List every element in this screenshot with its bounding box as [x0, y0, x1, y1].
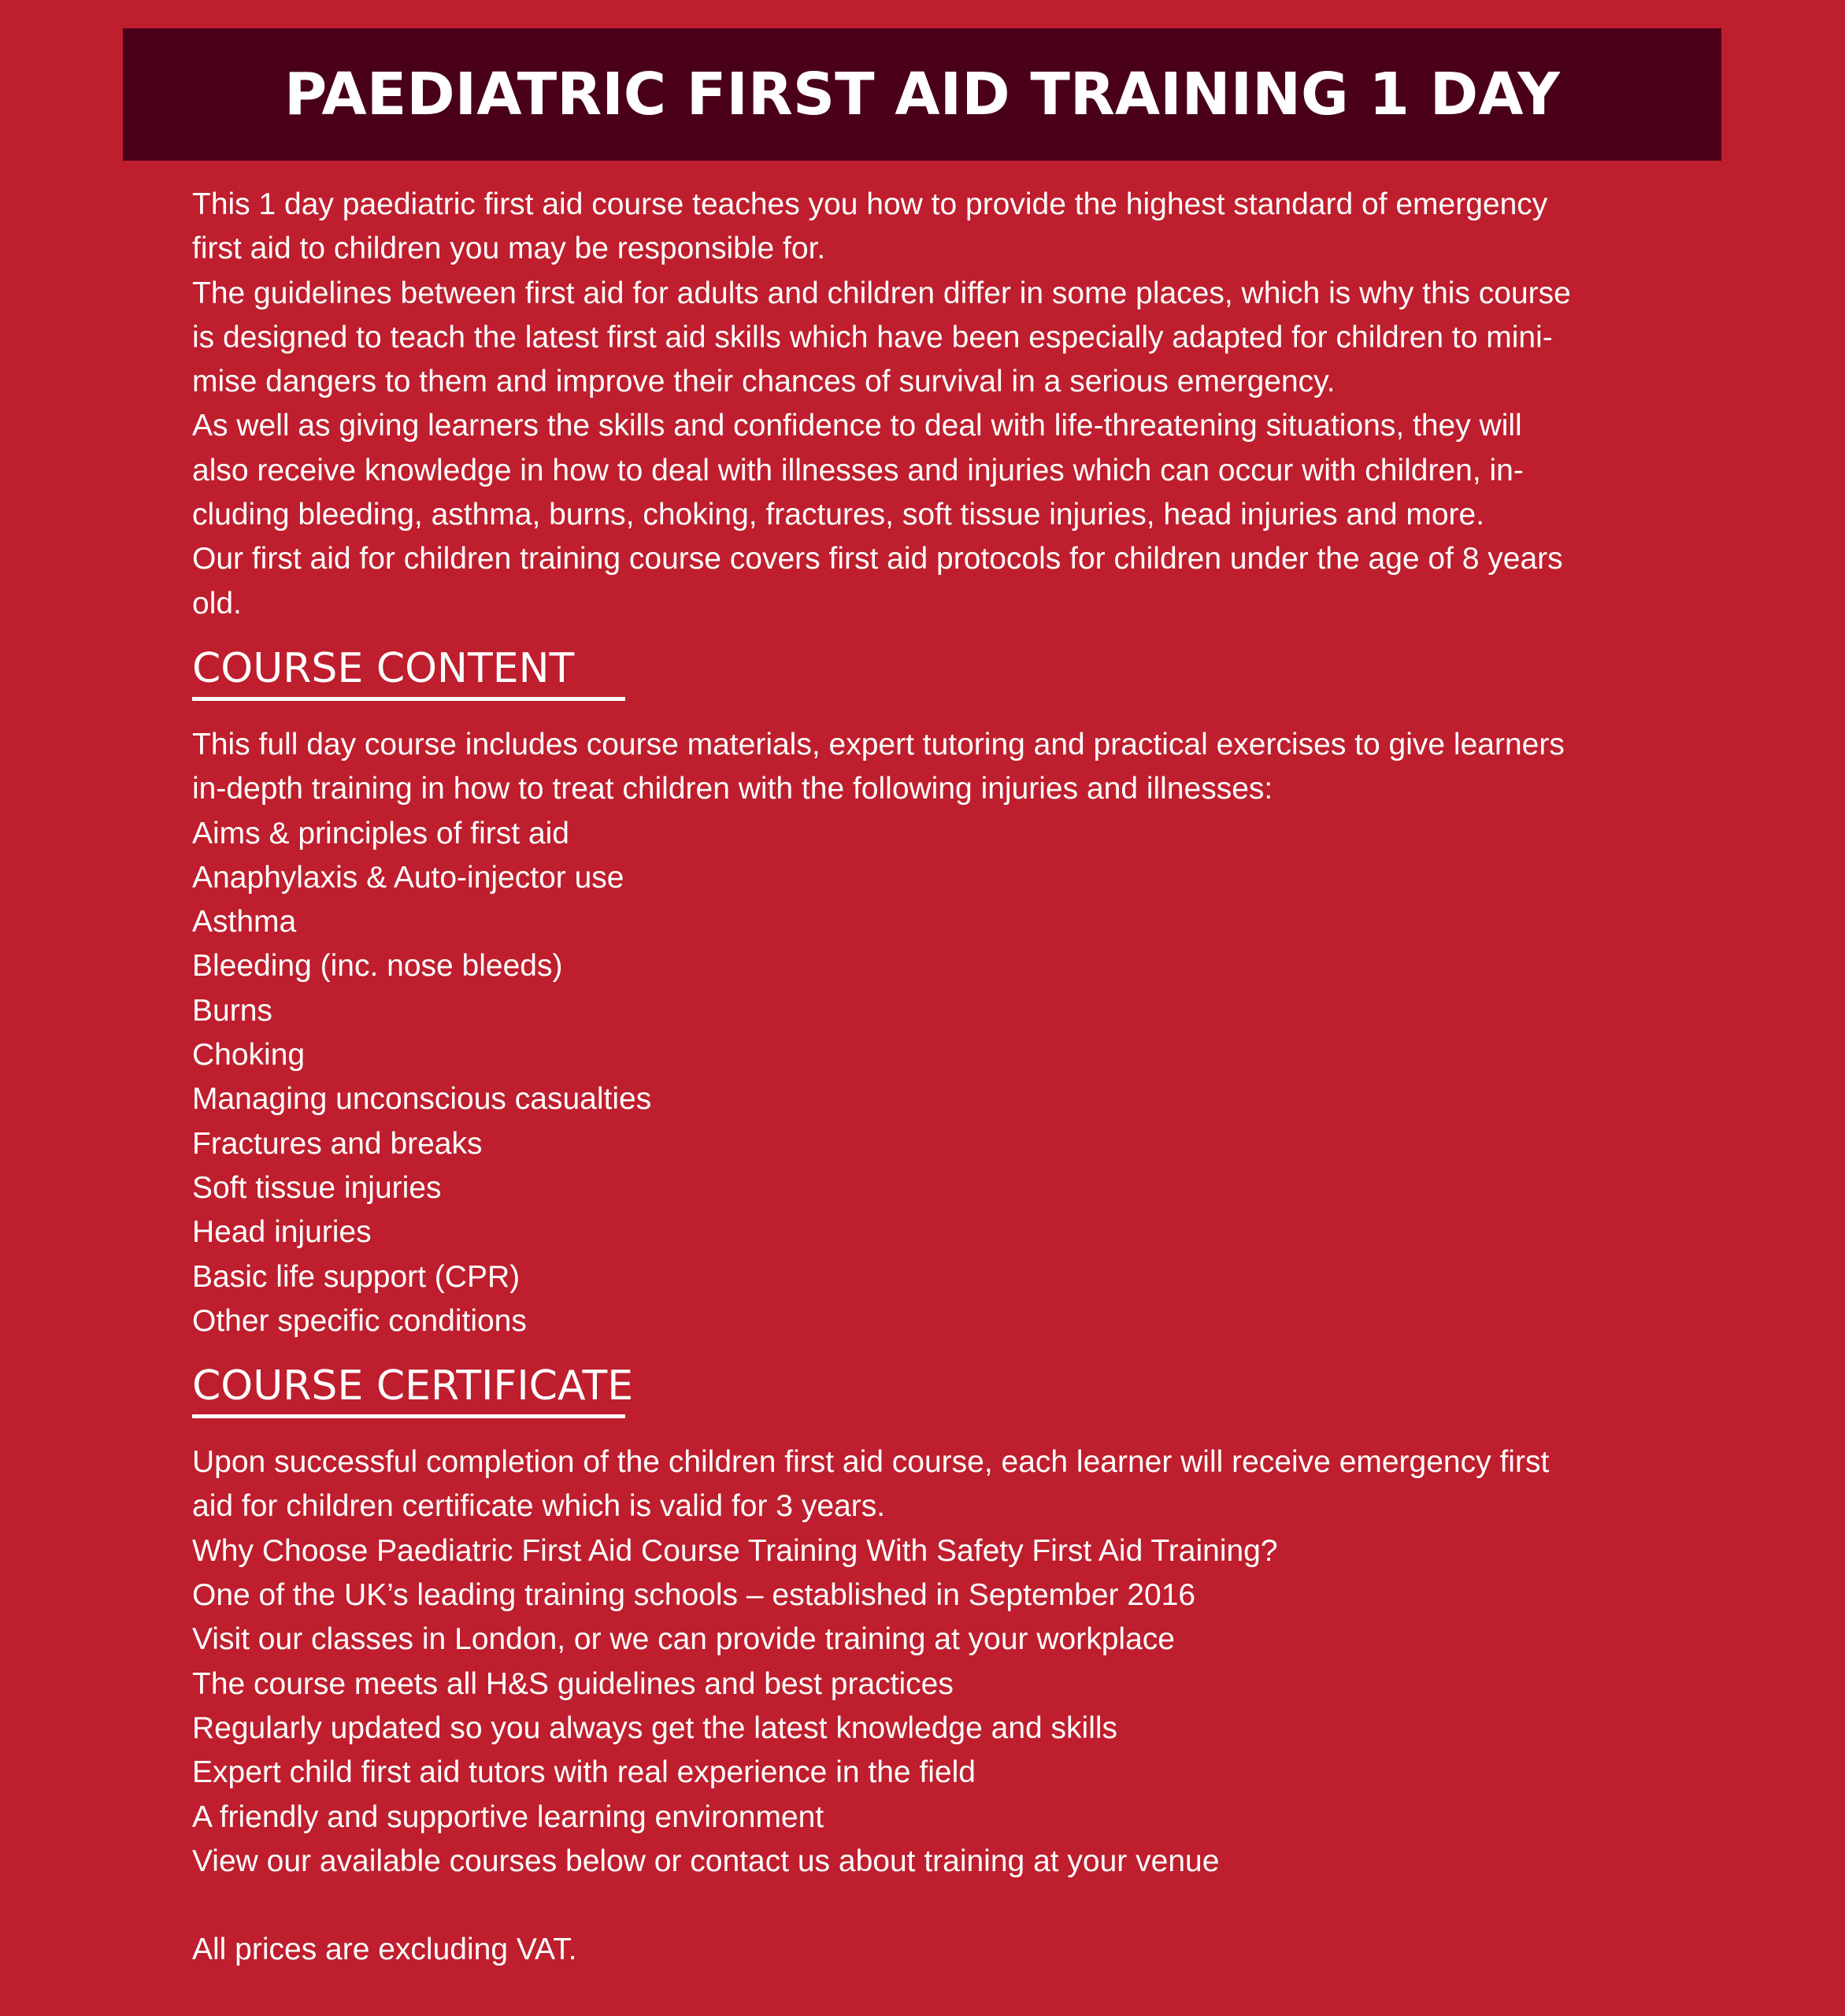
certificate-line: View our available courses below or contact us about training at your venue	[192, 1844, 1220, 1878]
list-item: Choking	[192, 1038, 306, 1073]
certificate-line: Expert child first aid tutors with real experience in the field	[192, 1755, 976, 1790]
course-certificate-heading: COURSE CERTIFICATE	[192, 1361, 625, 1418]
main-content	[192, 183, 1673, 1973]
list-item: Basic life support (CPR)	[192, 1259, 521, 1294]
intro-line: The guidelines between first aid for adults and children differ in some places, which is why this course	[192, 276, 1571, 310]
intro-line: cluding bleeding, asthma, burns, choking, fractures, soft tissue injuries, head injuries and more.	[192, 498, 1485, 532]
course-certificate-section	[192, 1343, 1673, 1973]
intro-line: is designed to teach the latest first aid skills which have been especially adapted for children to mini-	[192, 320, 1553, 354]
certificate-line: Upon successful completion of the children first aid course, each learner will receive emergency first	[192, 1445, 1550, 1480]
list-item: Burns	[192, 993, 272, 1028]
certificate-line: One of the UK’s leading training schools – established in September 2016	[192, 1578, 1196, 1613]
intro-section	[192, 183, 1673, 626]
list-item: Managing unconscious casualties	[192, 1082, 652, 1117]
page-title: PAEDIATRIC FIRST AID TRAINING 1 DAY	[283, 61, 1560, 128]
title-banner	[123, 28, 1721, 161]
certificate-line: The course meets all H&S guidelines and best practices	[192, 1666, 954, 1701]
course-content-intro-line: in-depth training in how to treat children with the following injuries and illnesses:	[192, 772, 1273, 806]
blank-line	[192, 1884, 1673, 1928]
certificate-line: Visit our classes in London, or we can provide training at your workplace	[192, 1622, 1175, 1657]
course-content-section	[192, 626, 1673, 1343]
list-item: Asthma	[192, 905, 297, 939]
heading-spacer	[192, 701, 1673, 723]
list-item: Bleeding (inc. nose bleeds)	[192, 949, 563, 984]
heading-spacer	[192, 1418, 1673, 1440]
vat-note: All prices are excluding VAT.	[192, 1933, 577, 1967]
list-item: Aims & principles of first aid	[192, 816, 569, 850]
certificate-line: Why Choose Paediatric First Aid Course Training With Safety First Aid Training?	[192, 1533, 1278, 1568]
list-item: Soft tissue injuries	[192, 1170, 442, 1205]
certificate-line: aid for children certificate which is valid for 3 years.	[192, 1489, 886, 1524]
intro-line: This 1 day paediatric first aid course teaches you how to provide the highest standard of emergency	[192, 187, 1548, 221]
intro-line: mise dangers to them and improve their chances of survival in a serious emergency.	[192, 365, 1336, 399]
list-item: Head injuries	[192, 1215, 372, 1250]
certificate-line: A friendly and supportive learning environment	[192, 1799, 824, 1834]
intro-line: old.	[192, 586, 242, 621]
intro-line: Our first aid for children training course covers first aid protocols for children under the age of 8 years	[192, 542, 1563, 576]
intro-line: first aid to children you may be responsible for.	[192, 232, 826, 266]
list-item: Fractures and breaks	[192, 1126, 483, 1161]
list-item: Anaphylaxis & Auto-injector use	[192, 860, 624, 895]
certificate-line: Regularly updated so you always get the latest knowledge and skills	[192, 1710, 1118, 1745]
course-content-heading: COURSE CONTENT	[192, 643, 625, 701]
intro-line: also receive knowledge in how to deal with illnesses and injuries which can occur with children, in-	[192, 453, 1524, 487]
list-item: Other specific conditions	[192, 1303, 527, 1338]
intro-line: As well as giving learners the skills and confidence to deal with life-threatening situations, they will	[192, 409, 1522, 443]
course-content-intro-line: This full day course includes course materials, expert tutoring and practical exercises to give learners	[192, 727, 1565, 762]
